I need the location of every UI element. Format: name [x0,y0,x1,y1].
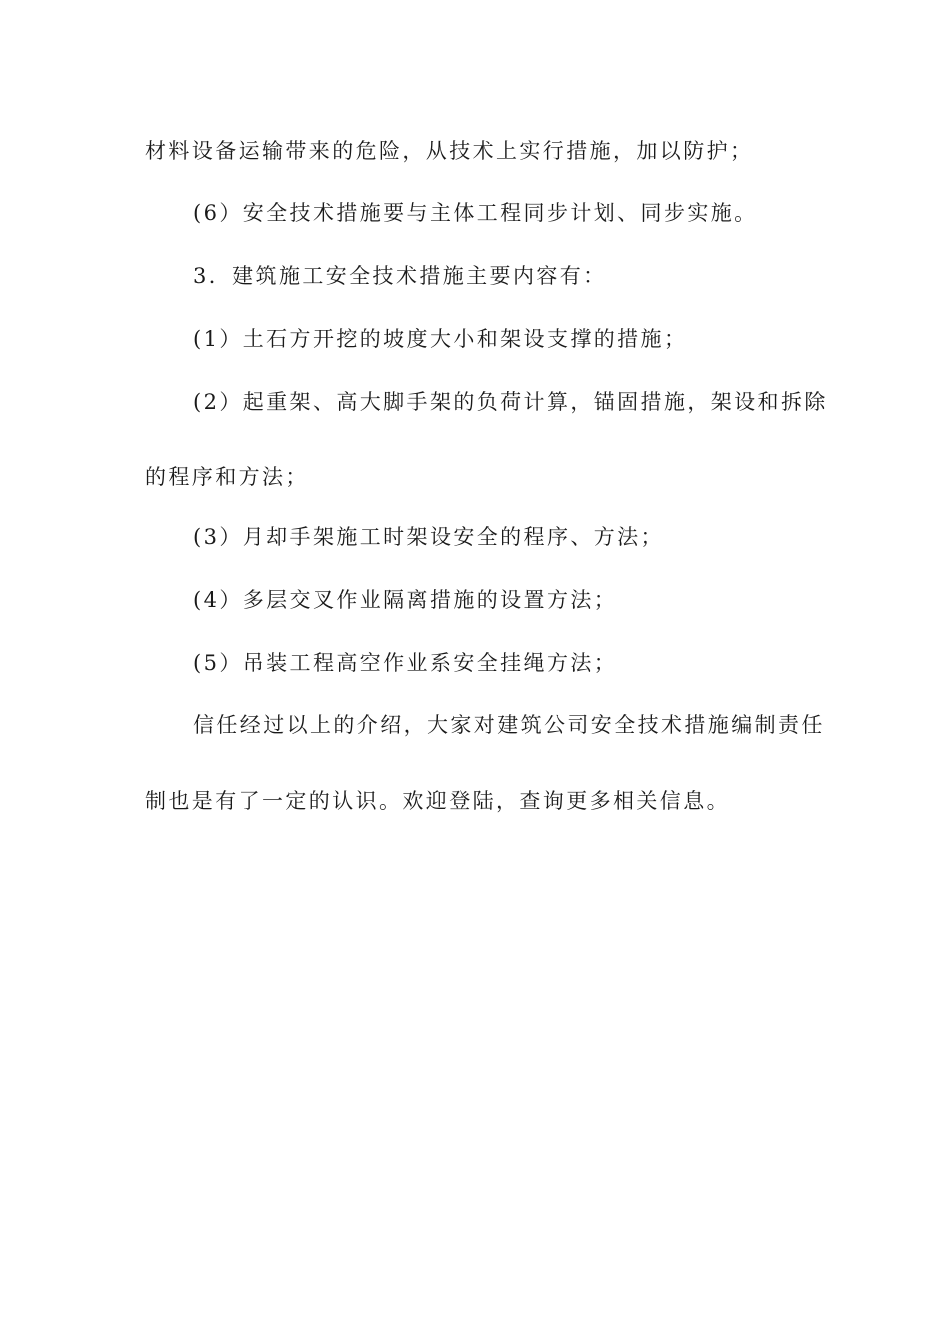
text-line-closing: 信任经过以上的介绍，大家对建筑公司安全技术措施编制责任 [193,713,825,737]
text-line-item-5: (5）吊装工程高空作业系安全挂绳方法； [193,651,618,675]
text-line-item-1: (1）土石方开挖的坡度大小和架设支撑的措施； [193,327,688,351]
text-line-continuation: 材料设备运输带来的危险，从技术上实行措施，加以防护； [145,139,754,163]
text-line-item-3: (3）月却手架施工时架设安全的程序、方法； [193,525,664,549]
text-line-closing-continuation: 制也是有了一定的认识。欢迎登陆，查询更多相关信息。 [145,789,730,813]
text-line-item-4: (4）多层交叉作业隔离措施的设置方法； [193,588,618,612]
text-line-section-3-heading: 3．建筑施工安全技术措施主要内容有： [193,264,607,288]
text-line-item-2: (2）起重架、高大脚手架的负荷计算，锚固措施，架设和拆除 [193,390,828,414]
text-line-item-6: (6）安全技术措施要与主体工程同步计划、同步实施。 [193,201,758,225]
text-line-item-2-continuation: 的程序和方法； [145,465,309,489]
